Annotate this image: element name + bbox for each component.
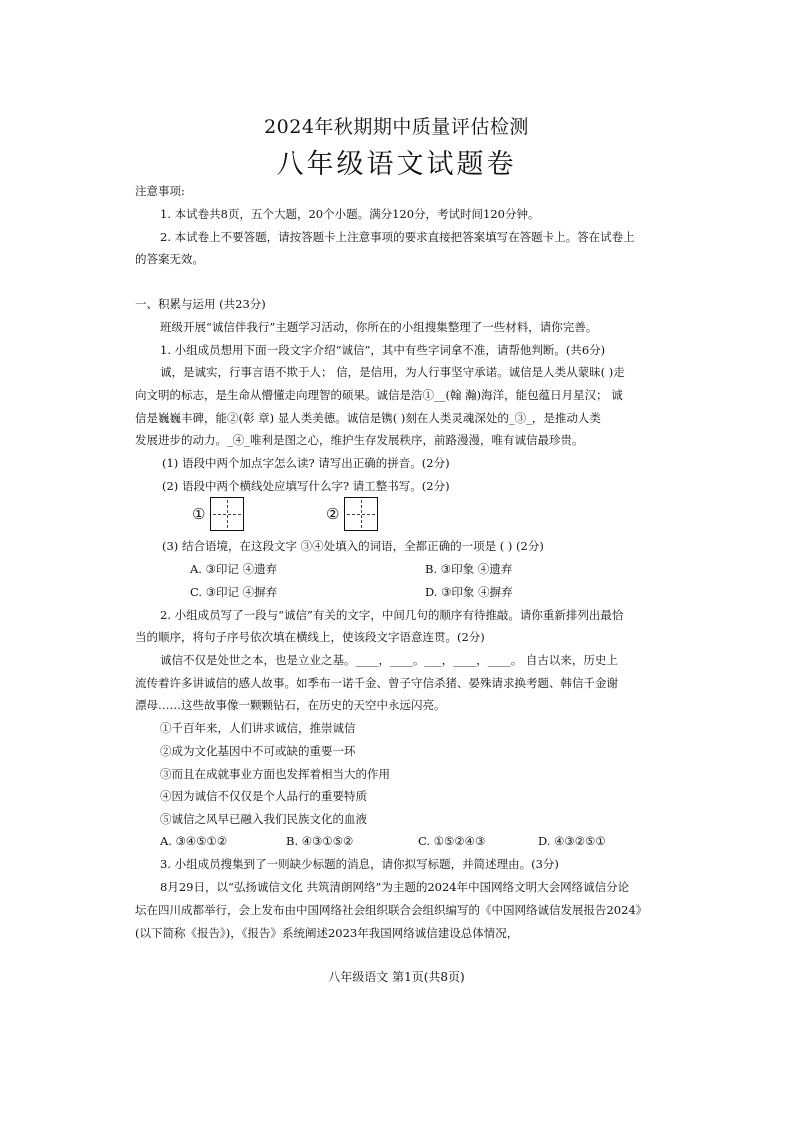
exam-subtitle: 八年级语文试题卷	[276, 149, 517, 180]
order-option-d: D. ④③②⑤①	[538, 834, 606, 848]
passage-2-line3: 漂母……这些故事像一颗颗钻石，在历史的天空中永远闪亮。	[135, 698, 446, 712]
passage-line-4: 发展进步的动力。_④_唯利是图之心，维护生存发展秩序，前路漫漫，唯有诚信最珍贵。	[135, 433, 584, 447]
news-line-2: 坛在四川成都举行，会上发布由中国网络社会组织联合会组织编写的《中国网络诚信发展报告2024》	[135, 903, 648, 917]
sub-question-3: (3) 结合语境，在这段文字 ③④处填入的词语，全都正确的一项是 ( ) (2分)	[162, 539, 544, 553]
question-3: 3. 小组成员搜集到了一则缺少标题的消息，请你拟写标题，并简述理由。(3分)	[160, 857, 559, 871]
note-2-line1: 2. 本试卷上不要答题，请按答题卡上注意事项的要求直接把答案填写在答题卡上。答在试卷上	[160, 230, 635, 244]
news-line-3: (以下简称《报告》)，《报告》系统阐述2023年我国网络诚信建设总体情况，	[135, 926, 519, 940]
passage-line-1: 诚，是诚实，行事言语不欺于人； 信，是信用，为人行事坚守承诺。诚信是人类从蒙昧( )走	[160, 365, 625, 379]
passage-line-2: 向文明的标志，是生命从懵懂走向理智的硕果。诚信是浩①__(翰 瀚)海洋，能包蕴日月星汉； 诚	[135, 388, 623, 402]
exam-title: 2024年秋期期中质量评估检测	[264, 116, 529, 138]
passage-2-line1: 诚信不仅是处世之本，也是立业之基。____，____。___，____，____。 自古以来，历史上	[160, 653, 618, 667]
note-2-line2: 的答案无效。	[135, 252, 204, 266]
writing-box-1[interactable]	[210, 497, 244, 531]
note-1: 1. 本试卷共8页，五个大题，20个小题。满分120分，考试时间120分钟。	[160, 207, 540, 221]
order-option-a: A. ③④⑤①②	[160, 834, 228, 848]
news-line-1: 8月29日，以“弘扬诚信文化 共筑清朗网络”为主题的2024年中国网络文明大会网络诚信分论	[160, 880, 630, 894]
option-c: C. ③印记 ④摒弃	[190, 585, 278, 599]
option-d: D. ③印象 ④摒弃	[425, 585, 513, 599]
sub-question-2: (2) 语段中两个横线处应填写什么字? 请工整书写。(2分)	[162, 479, 450, 493]
sentence-3: ③而且在成就事业方面也发挥着相当大的作用	[160, 767, 390, 781]
section-1-heading: 一、积累与运用 (共23分)	[135, 297, 266, 311]
order-option-b: B. ④③①⑤②	[286, 834, 354, 848]
sub-question-1: (1) 语段中两个加点字怎么读? 请写出正确的拼音。(2分)	[162, 456, 450, 470]
order-option-c: C. ①⑤②④③	[418, 834, 486, 848]
notes-heading: 注意事项:	[135, 184, 185, 198]
option-b: B. ③印象 ④遗弃	[425, 562, 513, 576]
sentence-1: ①千百年来，人们讲求诚信，推崇诚信	[160, 721, 356, 735]
passage-2-line2: 流传着许多讲诚信的感人故事。如季布一诺千金、曾子守信杀猪、晏殊请求换考题、韩信千金谢	[135, 676, 618, 690]
page-footer: 八年级语文 第1页(共8页)	[328, 970, 465, 984]
box-2-label: ②	[326, 505, 340, 523]
option-a: A. ③印记 ④遗弃	[190, 562, 278, 576]
question-2-line1: 2. 小组成员写了一段与“诚信”有关的文字，中间几句的顺序有待推敲。请你重新排列出最恰	[160, 608, 624, 622]
sentence-5: ⑤诚信之风早已融入我们民族文化的血液	[160, 812, 367, 826]
question-1: 1. 小组成员想用下面一段文字介绍“诚信”，其中有些字词拿不准，请帮他判断。(共6分)	[160, 343, 606, 357]
writing-box-2[interactable]	[344, 497, 378, 531]
passage-line-3: 信是巍巍丰碑，能②(彰 章) 显人类美德。诚信是镌( )刻在人类灵魂深处的_③_，是推动人类	[135, 411, 601, 425]
box-1-label: ①	[192, 505, 206, 523]
section-1-intro: 班级开展“诚信伴我行”主题学习活动，你所在的小组搜集整理了一些材料，请你完善。	[160, 320, 598, 334]
sentence-2: ②成为文化基因中不可或缺的重要一环	[160, 744, 356, 758]
sentence-4: ④因为诚信不仅仅是个人品行的重要特质	[160, 789, 367, 803]
question-2-line2: 当的顺序，将句子序号依次填在横线上，使该段文字语意连贯。(2分)	[135, 630, 485, 644]
